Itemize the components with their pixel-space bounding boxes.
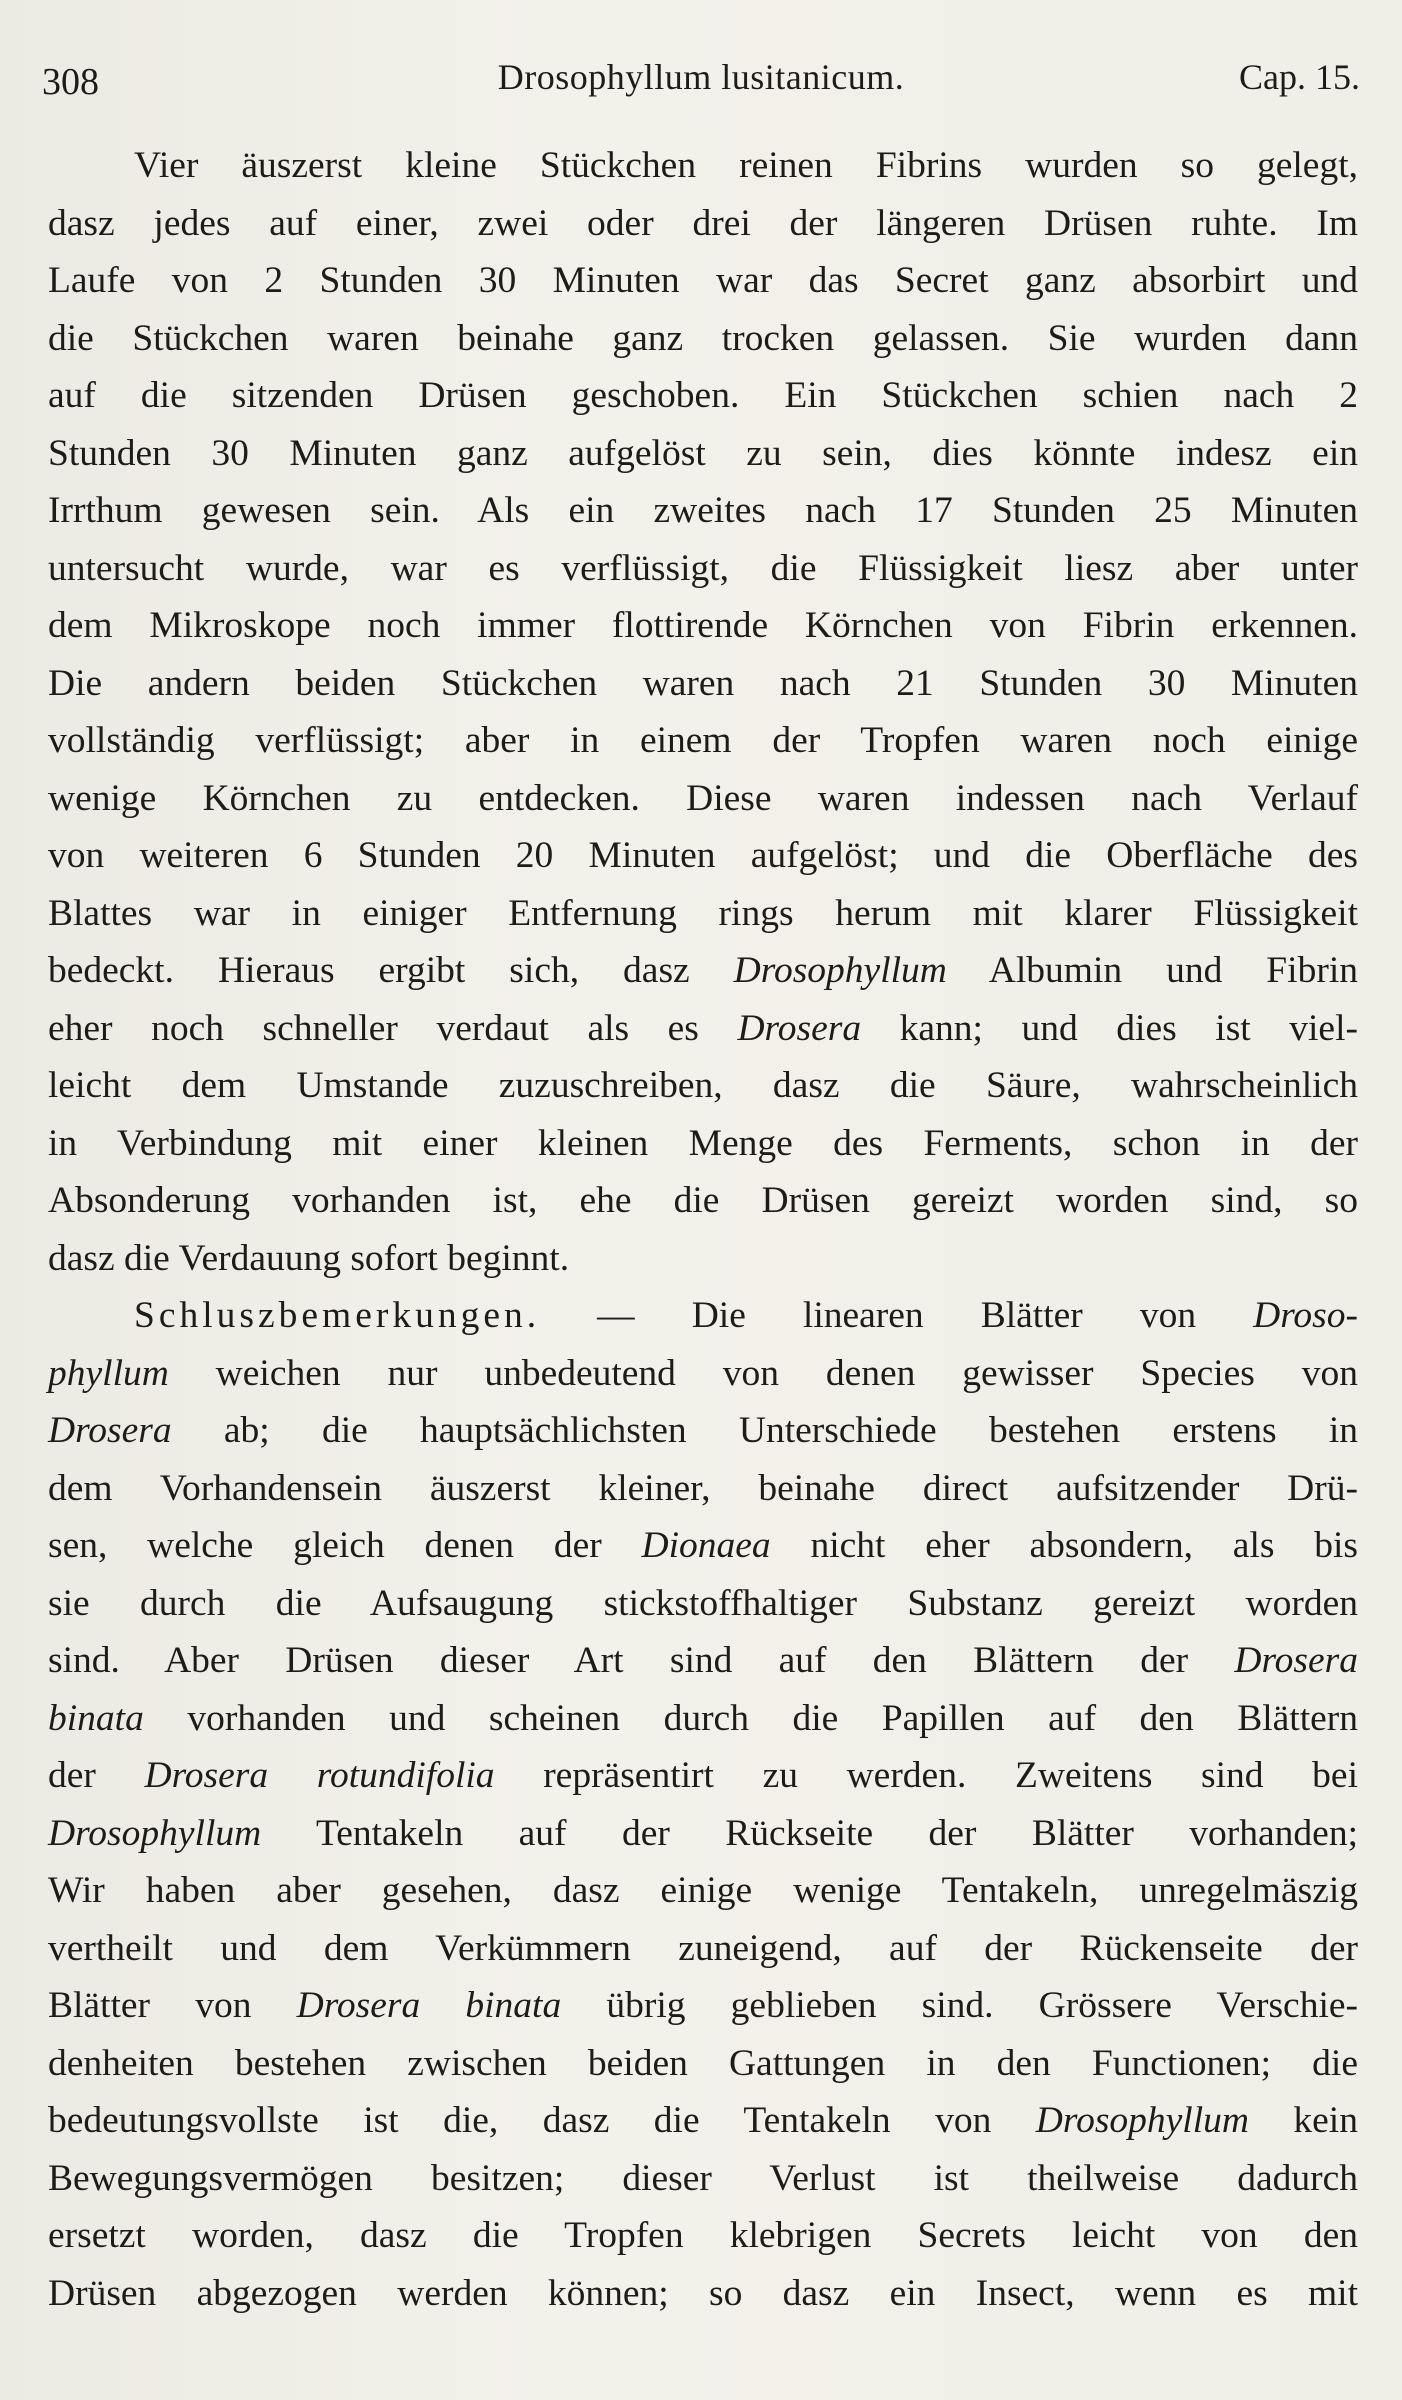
text-line: vertheilt und dem Verkümmern zuneigend, auf der Rückenseite der bbox=[48, 1927, 1358, 1969]
text-line: von weiteren 6 Stunden 20 Minuten aufgelöst; und die Oberfläche des bbox=[48, 835, 1358, 876]
text-line: sie durch die Aufsaugung stickstoffhaltiger Substanz gereizt worden bbox=[48, 1582, 1358, 1624]
body-text bbox=[48, 137, 1358, 2322]
text-line: binata vorhanden und scheinen durch die Papillen auf den Blättern bbox=[48, 1697, 1358, 1739]
text-line: die Stückchen waren beinahe ganz trocken gelassen. Sie wurden dann bbox=[48, 317, 1358, 359]
text-line: in Verbindung mit einer kleinen Menge des Ferments, schon in der bbox=[48, 1122, 1358, 1164]
text-line: Irrthum gewesen sein. Als ein zweites nach 17 Stunden 25 Minuten bbox=[48, 490, 1358, 531]
text-line: ersetzt worden, dasz die Tropfen klebrigen Secrets leicht von den bbox=[48, 2215, 1358, 2256]
text-line: Die andern beiden Stückchen waren nach 21 Stunden 30 Minuten bbox=[48, 662, 1358, 704]
text-line: dem Vorhandensein äuszerst kleiner, beinahe direct aufsitzender Drü- bbox=[48, 1467, 1358, 1509]
text-line: Stunden 30 Minuten ganz aufgelöst zu sein, dies könnte indesz ein bbox=[48, 432, 1358, 474]
text-line: leicht dem Umstande zuzuschreiben, dasz die Säure, wahrscheinlich bbox=[48, 1065, 1358, 1106]
text-line: Wir haben aber gesehen, dasz einige wenige Tentakeln, unregelmäszig bbox=[48, 1870, 1358, 1911]
text-line: Drosera ab; die hauptsächlichsten Unterschiede bestehen erstens in bbox=[48, 1410, 1358, 1451]
text-line: sen, welche gleich denen der Dionaea nicht eher absondern, als bis bbox=[48, 1525, 1359, 1566]
text-line: sind. Aber Drüsen dieser Art sind auf den Blättern der Drosera bbox=[48, 1640, 1358, 1681]
text-line: vollständig verflüssigt; aber in einem der Tropfen waren noch einige bbox=[48, 720, 1358, 761]
text-line: dem Mikroskope noch immer flottirende Körnchen von Fibrin erkennen. bbox=[48, 605, 1358, 646]
text-line: Laufe von 2 Stunden 30 Minuten war das Secret ganz absorbirt und bbox=[48, 260, 1358, 301]
chapter-label: Cap. 15. bbox=[1239, 57, 1360, 97]
text-line: Blattes war in einiger Entfernung rings herum mit klarer Flüssigkeit bbox=[48, 892, 1358, 934]
text-line: dasz die Verdauung sofort beginnt. bbox=[48, 1237, 570, 1279]
text-line: Absonderung vorhanden ist, ehe die Drüsen gereizt worden sind, so bbox=[48, 1180, 1358, 1221]
text-line: Bewegungsvermögen besitzen; dieser Verlust ist theilweise dadurch bbox=[48, 2157, 1358, 2199]
text-line: Vier äuszerst kleine Stückchen reinen Fibrins wurden so gelegt, bbox=[134, 145, 1358, 186]
text-line: auf die sitzenden Drüsen geschoben. Ein Stückchen schien nach 2 bbox=[48, 375, 1358, 416]
text-line: Drosophyllum Tentakeln auf der Rückseite der Blätter vorhanden; bbox=[48, 1812, 1358, 1854]
text-line: wenige Körnchen zu entdecken. Diese waren indessen nach Verlauf bbox=[48, 777, 1358, 819]
text-line: phyllum weichen nur unbedeutend von denen gewisser Species von bbox=[48, 1352, 1358, 1394]
text-line: denheiten bestehen zwischen beiden Gattungen in den Functionen; die bbox=[48, 2042, 1358, 2084]
running-title: Drosophyllum lusitanicum. bbox=[497, 57, 905, 97]
text-line: Blätter von Drosera binata übrig geblieben sind. Grössere Verschie- bbox=[48, 1985, 1359, 2026]
text-line: der Drosera rotundifolia repräsentirt zu werden. Zweitens sind bei bbox=[48, 1755, 1358, 1796]
running-header bbox=[42, 52, 1360, 108]
text-line: Drüsen abgezogen werden können; so dasz ein Insect, wenn es mit bbox=[48, 2272, 1358, 2314]
page-number: 308 bbox=[42, 61, 99, 103]
text-line: bedeckt. Hieraus ergibt sich, dasz Drosophyllum Albumin und Fibrin bbox=[48, 950, 1358, 991]
section-heading-line: Schluszbemerkungen. — Die linearen Blätter von Droso- bbox=[134, 1295, 1358, 1336]
text-line: bedeutungsvollste ist die, dasz die Tentakeln von Drosophyllum kein bbox=[48, 2100, 1358, 2141]
section-heading: Schluszbemerkungen. bbox=[134, 1295, 541, 1336]
text-line: untersucht wurde, war es verflüssigt, die Flüssigkeit liesz aber unter bbox=[48, 547, 1358, 589]
text-line: eher noch schneller verdaut als es Drosera kann; und dies ist viel- bbox=[48, 1007, 1358, 1049]
text-line: dasz jedes auf einer, zwei oder drei der längeren Drüsen ruhte. Im bbox=[48, 202, 1358, 244]
